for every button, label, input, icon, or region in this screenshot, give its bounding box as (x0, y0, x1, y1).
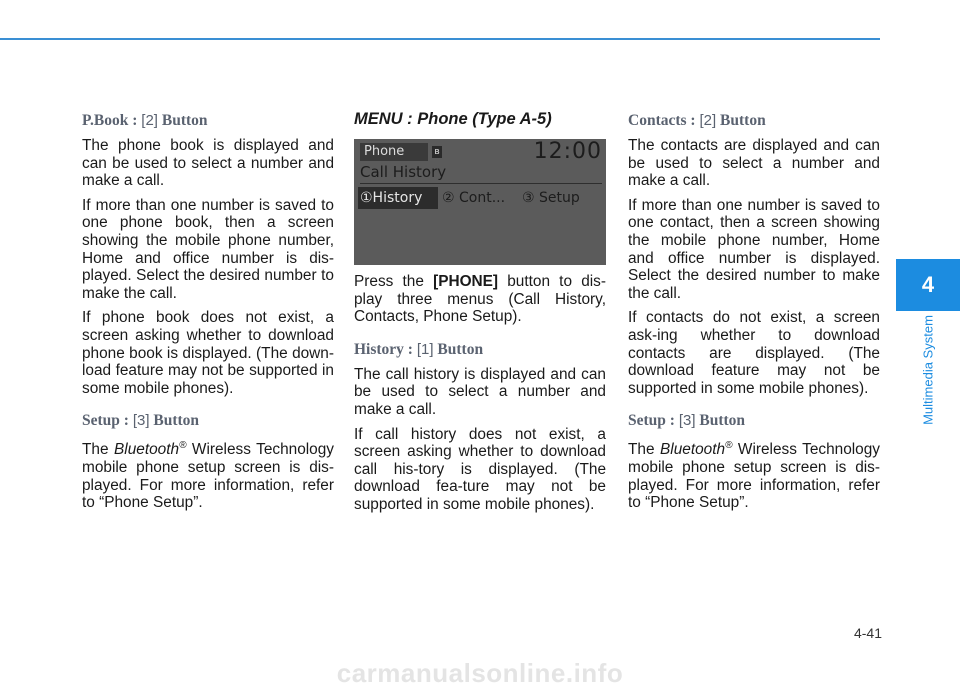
contacts-paragraph-1: The contacts are displayed and can be used to select a number and make a call. (628, 137, 880, 190)
pbook-heading: P.Book : [2] Button (82, 112, 208, 129)
setup-paragraph-col3: The Bluetooth® Wireless Technology mobile phone setup screen is dis-played. For more information, refer to “Phone Setup”. (628, 440, 880, 512)
screen-phone-tab: Phone (360, 143, 428, 161)
history-heading: History : [1] Button (354, 340, 484, 358)
column-1 (82, 104, 334, 519)
column-2 (354, 104, 606, 521)
menu-intro-paragraph: Press the [PHONE] button to dis-play three menus (Call History, Contacts, Phone Setup). (354, 273, 606, 326)
chapter-tab: 4 (896, 259, 960, 311)
watermark: carmanualsonline.info (336, 658, 624, 688)
bluetooth-icon: ʙ (432, 146, 442, 158)
page-number: 4-41 (853, 625, 882, 641)
column-3 (628, 104, 880, 519)
contacts-heading: Contacts : [2] Button (628, 112, 766, 129)
pbook-paragraph-1: The phone book is displayed and can be used to select a number and make a call. (82, 137, 334, 190)
contacts-paragraph-3: If contacts do not exist, a screen ask-ing whether to download contacts are displayed. (The download feature may not be supported in some mobile phones). (628, 309, 880, 397)
top-rule (0, 38, 880, 40)
screen-menu (358, 187, 602, 209)
phone-screen-illustration (354, 139, 606, 265)
contacts-paragraph-2: If more than one number is saved to one contact, then a screen showing the mobile phone number, Home and office number is displayed. Select the desired number to make the call. (628, 196, 880, 302)
screen-menu-history: ①History (358, 187, 438, 209)
chapter-name: Multimedia System (920, 315, 936, 425)
history-paragraph-1: The call history is displayed and can be used to select a number and make a call. (354, 365, 606, 418)
screen-menu-setup: ③ Setup (522, 190, 580, 206)
history-paragraph-2: If call history does not exist, a screen asking whether to download call his-tory is displayed. (The download fea-ture may not be supported in some mobile phones). (354, 425, 606, 513)
screen-menu-contacts: ② Cont... (442, 190, 506, 206)
setup-heading-col3: Setup : [3] Button (628, 412, 746, 430)
menu-title: MENU : Phone (Type A-5) (354, 110, 552, 128)
pbook-paragraph-3: If phone book does not exist, a screen asking whether to download phone book is displayed. (The down-load feature may not be supported in some mobile phones). (82, 309, 334, 397)
setup-paragraph: The Bluetooth® Wireless Technology mobile phone setup screen is dis-played. For more information, refer to “Phone Setup”. (82, 440, 334, 512)
screen-clock: 12:00 (533, 139, 602, 164)
screen-title: Call History (360, 161, 602, 184)
pbook-paragraph-2: If more than one number is saved to one phone book, then a screen showing the mobile phone number, Home and office number is dis-played. Select the desired number to make the call. (82, 196, 334, 302)
setup-heading: Setup : [3] Button (82, 412, 200, 430)
